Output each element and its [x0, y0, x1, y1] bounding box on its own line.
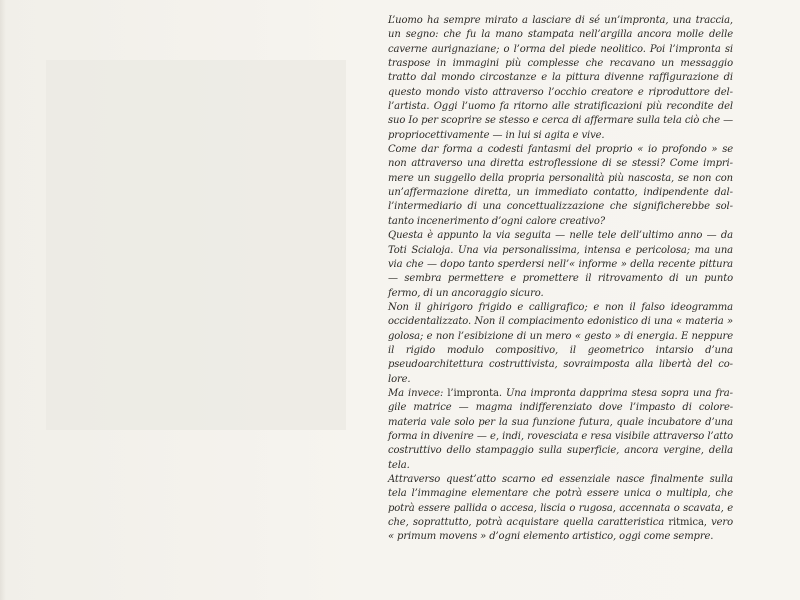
- page-edge: [0, 0, 6, 600]
- paragraph-1-text: L’uomo ha sempre mirato a lasciare di sé un’impronta, una traccia, un segno: che fu la mano stampata nell’argilla ancora molle delle caverne aurignaziane; o l’orma del piede neolitico. Poi l’impronta si traspose in immagini più complesse che recavano un messaggio tratto dal mondo circostanze e la pittura divenne raffigurazione di questo mondo visto attraverso l’occhio creatore e riproduttore dell’artista. Oggi l’uomo fa ritorno alle stratificazioni più recondite del suo Io per scoprire se stesso e cerca di affermare sulla tela ciò che — propriocettivamente — in lui si agita e vive.: [388, 15, 733, 141]
- paragraph-2-text: Come dar forma a codesti fantasmi del proprio « io profondo » se non attraverso una diretta estroflessione di se stessi? Come imprimere un suggello della propria personalità più nascosta, se non con un’affermazione diretta, un immediato contatto, indipendente dall’intermediario di una concettualizzazione che significherebbe soltanto incenerimento d’ogni calore creativo?: [388, 144, 733, 227]
- essay-paragraph-4: [388, 301, 733, 387]
- blank-plate-area: [46, 60, 346, 430]
- paragraph-4-text: Non il ghirigoro frigido e calligrafico; e non il falso ideogramma occidentalizzato. Non il compiacimento edonistico di una « materia » golosa; e non l’esibizione di un mero « gesto » di energia. E neppure il rigido modulo compositivo, il geometrico intarsio d’una pseudoarchitettura costruttivista, sovraimposta alla libertà del colore.: [388, 301, 733, 385]
- essay-paragraph-6: [388, 473, 733, 545]
- paragraph-6-roman-word: ritmica,: [668, 517, 707, 529]
- essay-paragraph-1: [388, 14, 733, 143]
- paragraph-6-text: Attraverso quest’atto scarno ed essenziale nasce finalmente sulla tela l’immagine elementare che potrà essere unica o multipla, che potrà essere pallida o accesa, liscia o rugosa, accennata o scavata, e che, soprattutto, potrà acquistare quella caratteristica: [388, 474, 733, 529]
- paragraph-5-text: Una impronta dapprima stesa sopra una fragile matrice — magma indifferenziato dove l’impasto di colore-materia vale solo per la sua funzione futura, quale incubatore d’una forma in divenire — e, indi, rovesciata e resa visibile attraverso l’atto costruttivo dello stampaggio sulla superficie, ancora vergine, della tela.: [388, 387, 733, 471]
- paragraph-3-text: Questa è appunto la via seguita — nelle tele dell’ultimo anno — da Toti Scialoja. Una via personalissima, intensa e pericolosa; ma una via che — dopo tanto sperdersi nell’« informe » della recente pittura — sembra permettere e promettere il ritrovamento di un punto fermo, di un ancoraggio sicuro.: [388, 230, 733, 299]
- essay-paragraph-2: [388, 143, 733, 229]
- essay-paragraph-5: [388, 387, 733, 473]
- paragraph-5-roman-word: l’impronta.: [447, 387, 502, 399]
- essay-paragraph-3: [388, 229, 733, 301]
- paragraph-6-tail: vero « primum movens » d’ogni elemento artistico, oggi come sempre.: [388, 517, 733, 543]
- paragraph-5-lead: Ma invece:: [388, 387, 448, 399]
- essay-text-column: [388, 14, 733, 545]
